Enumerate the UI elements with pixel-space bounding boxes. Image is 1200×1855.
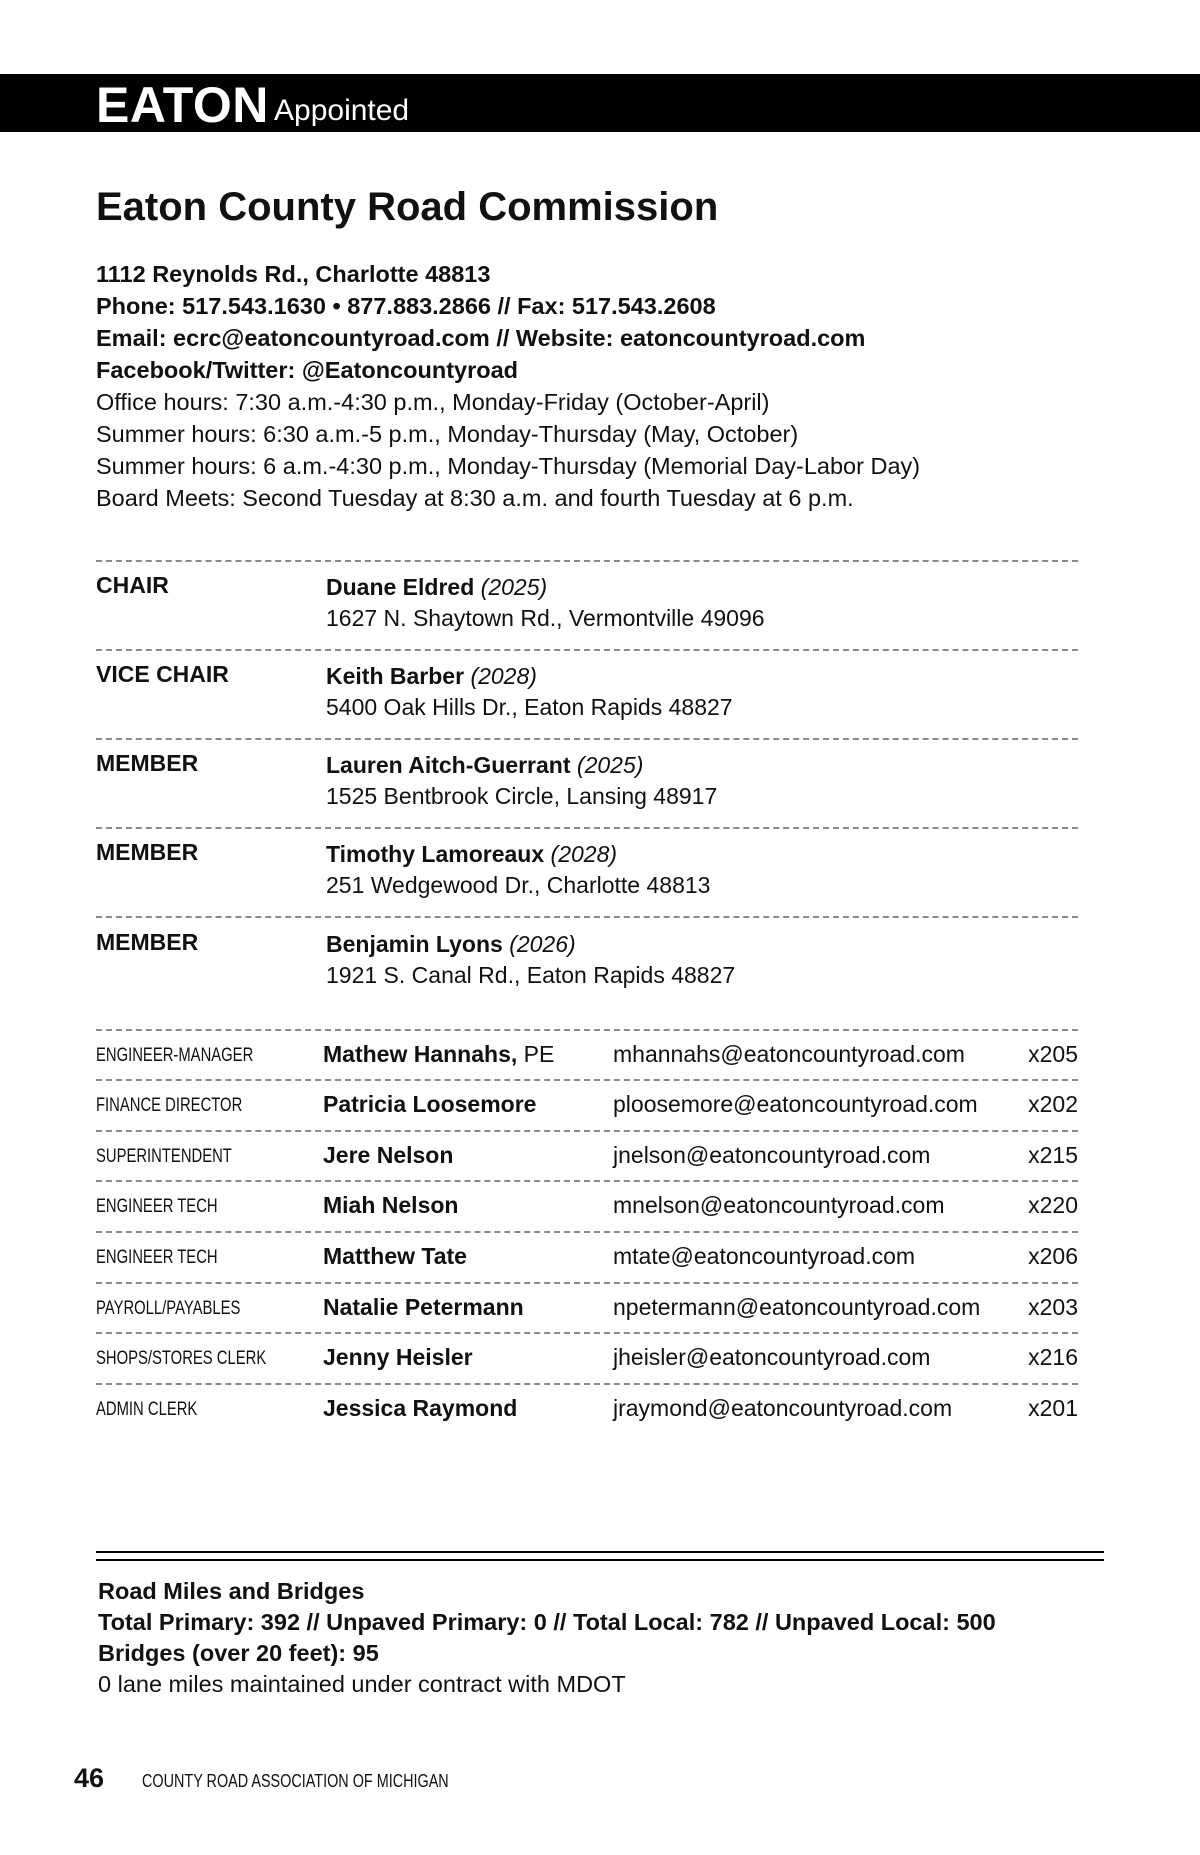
staff-name-block [323,1243,467,1270]
staff-title: SHOPS/STORES CLERK [96,1348,267,1369]
office-hours: Office hours: 7:30 a.m.-4:30 p.m., Monday-Friday (October-April) [96,389,770,415]
staff-name: Natalie Petermann [323,1294,524,1320]
staff-row [96,1294,1078,1334]
staff-name: Jenny Heisler [323,1344,473,1370]
board-role: MEMBER [96,929,199,955]
board-term: (2025) [576,752,644,778]
staff-extension: x201 [1028,1395,1078,1421]
staff-row [96,1192,1078,1232]
email-website: Email: ecrc@eatoncountyroad.com // Website: eatoncountyroad.com [96,325,866,351]
staff-name: Matthew Tate [323,1243,467,1269]
social-handle: Facebook/Twitter: @Eatoncountyroad [96,357,519,383]
divider [96,1029,1078,1031]
staff-title: PAYROLL/PAYABLES [96,1298,241,1319]
summer-hours-1: Summer hours: 6:30 a.m.-5 p.m., Monday-Thursday (May, October) [96,421,799,447]
staff-name-block [323,1041,554,1068]
staff-title: ENGINEER TECH [96,1196,218,1217]
staff-name-block [323,1395,517,1422]
staff-title: FINANCE DIRECTOR [96,1095,243,1116]
agency-title: Eaton County Road Commission [96,185,719,229]
staff-row [96,1344,1078,1384]
staff-email: mnelson@eatoncountyroad.com [613,1192,945,1218]
board-term: (2025) [480,574,548,600]
staff-extension: x216 [1028,1344,1078,1370]
staff-extension: x220 [1028,1192,1078,1218]
staff-extension: x215 [1028,1142,1078,1168]
divider [96,738,1078,740]
contact-block [96,258,1116,514]
divider [96,1383,1078,1385]
board-term: (2028) [550,841,618,867]
staff-row [96,1142,1078,1182]
staff-row [96,1041,1078,1081]
address: 1112 Reynolds Rd., Charlotte 48813 [96,261,491,287]
divider [96,1332,1078,1334]
road-stats-heading: Road Miles and Bridges [98,1578,365,1604]
board-member-name: Lauren Aitch-Guerrant [326,752,571,778]
staff-title: SUPERINTENDENT [96,1146,232,1167]
board-row [96,750,1078,820]
section-rule [96,1559,1104,1561]
board-member-name: Timothy Lamoreaux [326,841,545,867]
county-name: EATON [96,77,269,133]
road-stats [98,1576,996,1700]
board-meets: Board Meets: Second Tuesday at 8:30 a.m. and fourth Tuesday at 6 p.m. [96,485,854,511]
board-term: (2028) [470,663,537,689]
board-role: MEMBER [96,839,199,865]
board-role: CHAIR [96,572,169,598]
board-address: 1525 Bentbrook Circle, Lansing 48917 [326,783,718,809]
staff-row [96,1091,1078,1131]
board-person [326,929,735,991]
staff-name: Patricia Loosemore [323,1091,537,1117]
phone: Phone: 517.543.1630 • 877.883.2866 // Fax: 517.543.2608 [96,293,716,319]
staff-credential: PE [517,1041,555,1067]
staff-title: ENGINEER-MANAGER [96,1045,254,1066]
board-person [326,750,717,812]
staff-name-block [323,1142,453,1169]
staff-name-block [323,1294,524,1321]
summer-hours-2: Summer hours: 6 a.m.-4:30 p.m., Monday-Thursday (Memorial Day-Labor Day) [96,453,921,479]
board-address: 251 Wedgewood Dr., Charlotte 48813 [326,872,711,898]
board-person [326,572,765,634]
staff-email: mtate@eatoncountyroad.com [613,1243,916,1269]
divider [96,649,1078,651]
board-row [96,839,1078,909]
divider [96,1079,1078,1081]
county-header-bar [0,74,1200,132]
publication-name: COUNTY ROAD ASSOCIATION OF MICHIGAN [142,1771,449,1791]
divider [96,1180,1078,1182]
staff-email: jheisler@eatoncountyroad.com [613,1344,931,1370]
staff-name-block [323,1091,536,1118]
section-rule [96,1551,1104,1553]
divider [96,827,1078,829]
staff-title: ENGINEER TECH [96,1247,218,1268]
staff-email: jraymond@eatoncountyroad.com [613,1395,953,1421]
staff-name: Miah Nelson [323,1192,459,1218]
staff-name: Mathew Hannahs, [323,1041,518,1067]
divider [96,560,1078,562]
staff-row [96,1243,1078,1283]
board-person [326,839,710,901]
staff-name-block [323,1344,473,1371]
staff-email: ploosemore@eatoncountyroad.com [613,1091,978,1117]
board-row [96,929,1078,999]
staff-name: Jere Nelson [323,1142,454,1168]
staff-email: mhannahs@eatoncountyroad.com [613,1041,965,1067]
staff-extension: x202 [1028,1091,1078,1117]
divider [96,1130,1078,1132]
board-row [96,661,1078,731]
board-address: 1921 S. Canal Rd., Eaton Rapids 48827 [326,962,736,988]
board-member-name: Benjamin Lyons [326,931,503,957]
staff-email: jnelson@eatoncountyroad.com [613,1142,931,1168]
commission-type: Appointed [274,94,410,127]
staff-extension: x203 [1028,1294,1078,1320]
road-mile-totals: Total Primary: 392 // Unpaved Primary: 0 // Total Local: 782 // Unpaved Local: 500 [98,1609,996,1635]
staff-title: ADMIN CLERK [96,1399,198,1420]
board-address: 5400 Oak Hills Dr., Eaton Rapids 48827 [326,694,733,720]
board-role: MEMBER [96,750,199,776]
staff-row [96,1395,1078,1435]
staff-email: npetermann@eatoncountyroad.com [613,1294,981,1320]
divider [96,1282,1078,1284]
board-member-name: Keith Barber [326,663,465,689]
mdot-contract: 0 lane miles maintained under contract with MDOT [98,1671,626,1697]
board-term: (2026) [509,931,576,957]
staff-name: Jessica Raymond [323,1395,518,1421]
staff-extension: x205 [1028,1041,1078,1067]
staff-name-block [323,1192,458,1219]
bridges-count: Bridges (over 20 feet): 95 [98,1640,379,1666]
board-person [326,661,733,723]
divider [96,1231,1078,1233]
board-role: VICE CHAIR [96,661,229,687]
board-address: 1627 N. Shaytown Rd., Vermontville 49096 [326,605,765,631]
staff-extension: x206 [1028,1243,1078,1269]
page-number: 46 [74,1763,105,1793]
divider [96,916,1078,918]
board-member-name: Duane Eldred [326,574,475,600]
board-row [96,572,1078,642]
